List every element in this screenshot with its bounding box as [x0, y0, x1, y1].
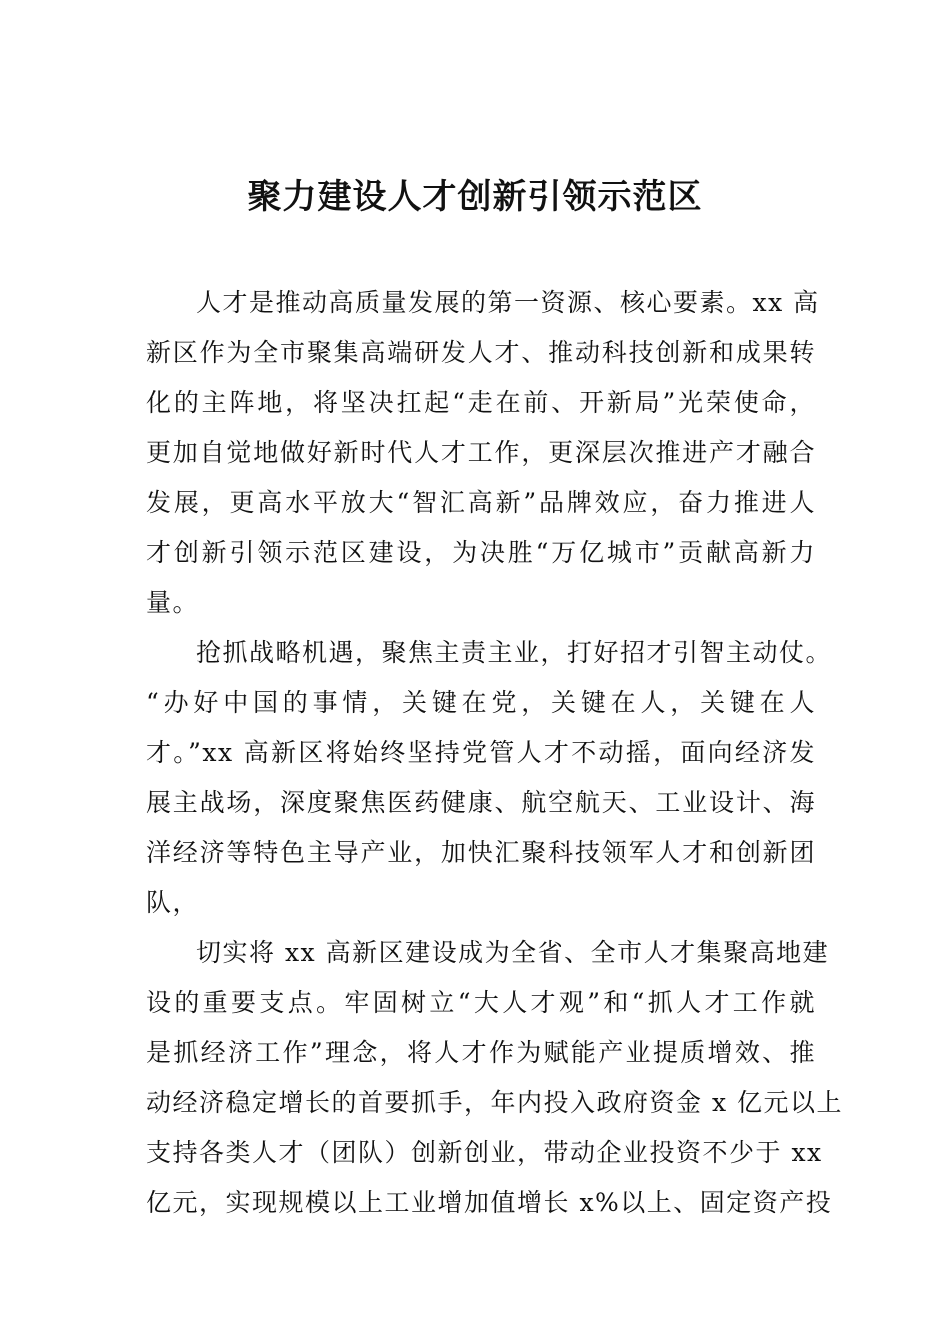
- paragraph-line: 切实将 xx 高新区建设成为全省、全市人才集聚高地建: [196, 938, 830, 967]
- paragraph-line: 抢抓战略机遇，聚焦主责主业，打好招才引智主动仗。: [196, 638, 833, 667]
- paragraph-line: 发展，更高水平放大“智汇高新”品牌效应，奋力推进人: [146, 488, 816, 517]
- paragraph-line: 量。: [146, 588, 200, 617]
- paragraph-line: 新区作为全市聚集高端研发人才、推动科技创新和成果转: [146, 338, 816, 367]
- paragraph-line: 动经济稳定增长的首要抓手，年内投入政府资金 x 亿元以上: [146, 1088, 843, 1117]
- paragraph-line: “办好中国的事情，关键在党，关键在人，关键在人: [146, 688, 816, 717]
- document-body: [146, 278, 843, 1228]
- paragraph-line: 队，: [146, 888, 200, 917]
- paragraph-line: 化的主阵地，将坚决扛起“走在前、开新局”光荣使命，: [146, 388, 816, 417]
- paragraph-line: 洋经济等特色主导产业，加快汇聚科技领军人才和创新团: [146, 838, 816, 867]
- paragraph-line: 更加自觉地做好新时代人才工作，更深层次推进产才融合: [146, 438, 816, 467]
- paragraph-line: 是抓经济工作”理念，将人才作为赋能产业提质增效、推: [146, 1038, 816, 1067]
- document-title: 聚力建设人才创新引领示范区: [247, 177, 703, 217]
- paragraph-line: 设的重要支点。牢固树立“大人才观”和“抓人才工作就: [146, 988, 816, 1017]
- paragraph-line: 才。”xx 高新区将始终坚持党管人才不动摇，面向经济发: [146, 738, 816, 767]
- paragraph-line: 亿元，实现规模以上工业增加值增长 x%以上、固定资产投: [146, 1188, 833, 1217]
- paragraph-line: 人才是推动高质量发展的第一资源、核心要素。xx 高: [196, 288, 820, 317]
- paragraph-line: 展主战场，深度聚焦医药健康、航空航天、工业设计、海: [146, 788, 816, 817]
- paragraph-line: 支持各类人才（团队）创新创业，带动企业投资不少于 xx: [146, 1138, 823, 1167]
- paragraph-line: 才创新引领示范区建设，为决胜“万亿城市”贡献高新力: [146, 538, 816, 567]
